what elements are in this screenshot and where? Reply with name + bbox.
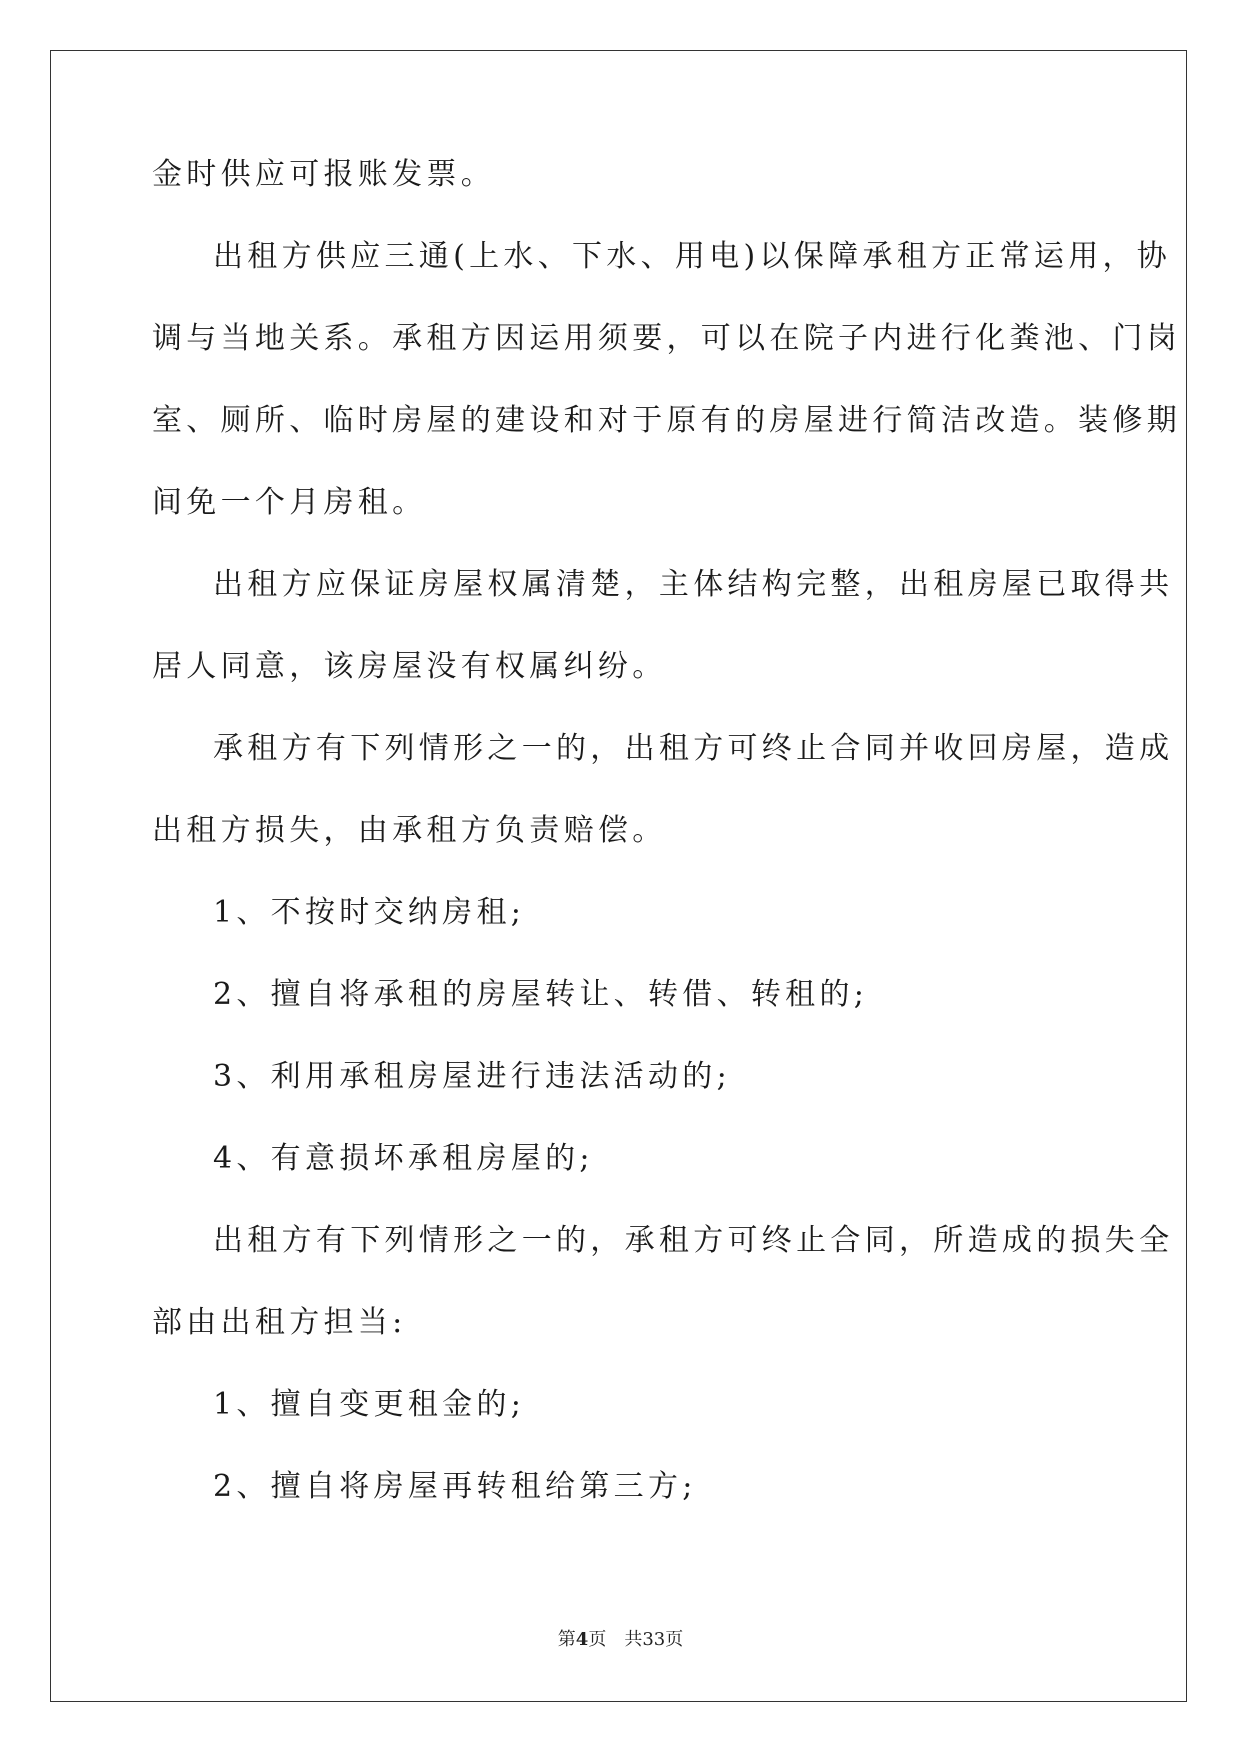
page-number: 4 [575,1629,589,1650]
paragraph-line: 间免一个月房租。 [152,485,427,520]
paragraph-line: 金时供应可报账发票。 [152,157,495,192]
page-suffix: 页 [588,1629,607,1650]
total-suffix: 页 [665,1629,684,1650]
paragraph-line: 承租方有下列情形之一的，出租方可终止合同并收回房屋，造成 [213,731,1174,766]
list-item: 2、擅自将房屋再转租给第三方; [213,1469,697,1504]
list-item: 2、擅自将承租的房屋转让、转借、转租的; [213,977,869,1012]
document-body [152,157,1181,1552]
paragraph-line: 出租方供应三通(上水、下水、用电)以保障承租方正常运用，协 [213,239,1172,274]
paragraph-line: 室、厕所、临时房屋的建设和对于原有的房屋进行简洁改造。装修期 [152,403,1181,438]
total-pages: 33 [642,1629,666,1650]
page-prefix: 第 [557,1629,576,1650]
total-prefix: 共 [624,1629,643,1650]
paragraph-line: 调与当地关系。承租方因运用须要，可以在院子内进行化粪池、门岗 [152,321,1181,356]
paragraph-line: 出租方损失，由承租方负责赔偿。 [152,813,667,848]
paragraph-line: 出租方有下列情形之一的，承租方可终止合同，所造成的损失全 [213,1223,1174,1258]
page-footer [0,1625,1241,1651]
paragraph-line: 居人同意，该房屋没有权属纠纷。 [152,649,667,684]
list-item: 4、有意损坏承租房屋的; [213,1141,594,1176]
list-item: 3、利用承租房屋进行违法活动的; [213,1059,731,1094]
paragraph-line: 出租方应保证房屋权属清楚，主体结构完整，出租房屋已取得共 [213,567,1174,602]
paragraph-line: 部由出租方担当: [152,1305,407,1340]
list-item: 1、擅自变更租金的; [213,1387,526,1422]
list-item: 1、不按时交纳房租; [213,895,526,930]
